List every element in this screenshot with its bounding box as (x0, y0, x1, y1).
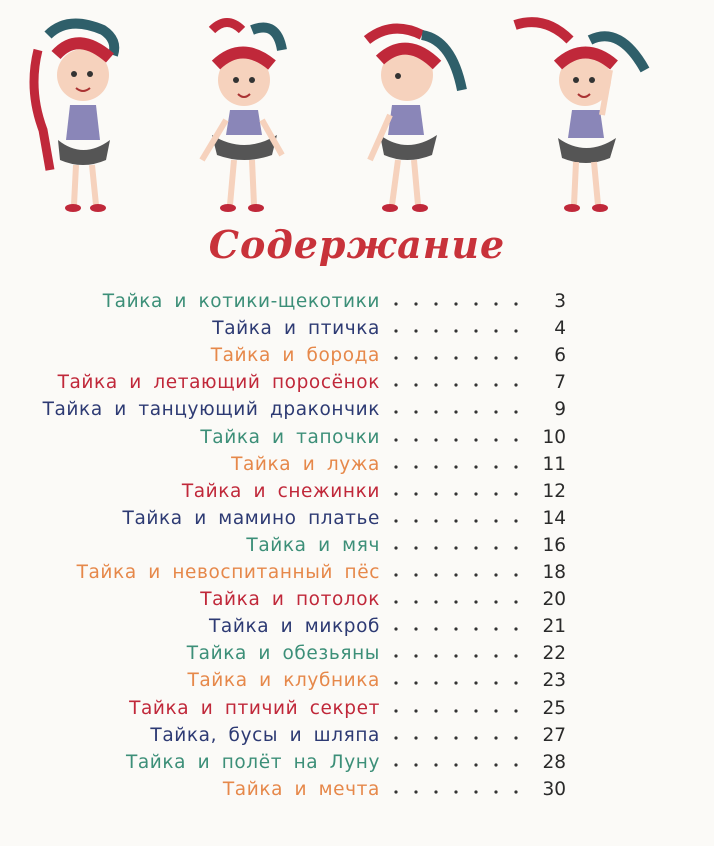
toc-page-number: 7 (554, 372, 566, 394)
toc-page-number: 23 (542, 670, 566, 692)
toc-page-number: 30 (542, 778, 566, 800)
dot-leader (392, 426, 520, 446)
toc-entry-title: Тайка и невоспитанный пёс (76, 562, 380, 583)
toc-page-number: 6 (554, 345, 566, 367)
toc-row (0, 396, 714, 423)
toc-page-number: 3 (554, 291, 566, 312)
dot-leader (392, 290, 520, 310)
toc-entry-title: Тайка и микроб (209, 616, 380, 638)
dot-leader (392, 724, 520, 744)
toc-row (0, 478, 714, 505)
toc-entry-title: Тайка и мяч (246, 534, 380, 556)
toc-entry-title: Тайка и снежинки (181, 480, 380, 502)
toc-entry-title: Тайка, бусы и шляпа (150, 724, 380, 746)
girl-figure-2 (182, 10, 302, 220)
dot-leader (392, 480, 520, 500)
toc-page-number: 9 (554, 399, 566, 421)
toc-entry-title: Тайка и лужа (231, 453, 380, 475)
dot-leader (392, 642, 520, 662)
girl-figure-1 (18, 10, 138, 220)
toc-row (0, 586, 714, 613)
toc-page-number: 11 (542, 453, 566, 475)
toc-entry-title: Тайка и клубника (187, 670, 380, 692)
toc-entry-title: Тайка и птичий секрет (129, 697, 380, 719)
dot-leader (392, 507, 520, 527)
toc-row (0, 451, 714, 478)
dot-leader (392, 398, 520, 418)
toc-row (0, 342, 714, 369)
dot-leader (392, 751, 520, 771)
dot-leader (392, 697, 520, 717)
toc-page-number: 20 (542, 589, 566, 611)
toc-entry-title: Тайка и мечта (222, 778, 380, 800)
toc-row (0, 776, 714, 803)
toc-page-number: 16 (542, 534, 566, 556)
toc-page-number: 27 (542, 724, 566, 746)
page-title: Содержание (208, 222, 506, 267)
toc-page-number: 28 (542, 751, 566, 773)
dot-leader (392, 561, 520, 581)
toc-page-number: 18 (542, 562, 566, 583)
toc-entry-title: Тайка и котики-щекотики (102, 291, 380, 312)
toc-page-number: 21 (542, 616, 566, 638)
toc-row (0, 369, 714, 396)
toc-page-number: 25 (542, 697, 566, 719)
dot-leader (392, 669, 520, 689)
toc-entry-title: Тайка и мамино платье (122, 507, 380, 529)
toc-row (0, 749, 714, 776)
toc-page-number: 4 (554, 318, 566, 340)
dot-leader (392, 453, 520, 473)
illustration-strip (0, 0, 714, 225)
toc-page-number: 10 (542, 426, 566, 448)
toc-row (0, 667, 714, 694)
dot-leader (392, 778, 520, 798)
toc-entry-title: Тайка и птичка (212, 318, 380, 340)
dot-leader (392, 371, 520, 391)
girl-figure-4 (510, 10, 650, 220)
toc-entry-title: Тайка и обезьяны (186, 643, 380, 665)
toc-entry-title: Тайка и тапочки (200, 426, 380, 448)
toc-entry-title: Тайка и летающий поросёнок (57, 372, 380, 394)
toc-row (0, 613, 714, 640)
dot-leader (392, 344, 520, 364)
toc-entry-title: Тайка и потолок (200, 589, 380, 611)
dot-leader (392, 317, 520, 337)
toc-page-number: 22 (542, 643, 566, 665)
toc-row (0, 695, 714, 722)
dot-leader (392, 615, 520, 635)
toc-row (0, 505, 714, 532)
toc-page-number: 14 (542, 507, 566, 529)
toc-entry-title: Тайка и полёт на Луну (125, 751, 380, 773)
toc-row (0, 559, 714, 586)
girl-figure-3 (352, 10, 472, 220)
toc-row (0, 722, 714, 749)
toc-row (0, 532, 714, 559)
toc-row (0, 288, 714, 315)
dot-leader (392, 534, 520, 554)
toc-entry-title: Тайка и борода (210, 345, 380, 367)
toc-page-number: 12 (542, 480, 566, 502)
toc-row (0, 424, 714, 451)
toc-row (0, 315, 714, 342)
toc-row (0, 640, 714, 667)
toc-entry-title: Тайка и танцующий дракончик (42, 399, 380, 421)
dot-leader (392, 588, 520, 608)
